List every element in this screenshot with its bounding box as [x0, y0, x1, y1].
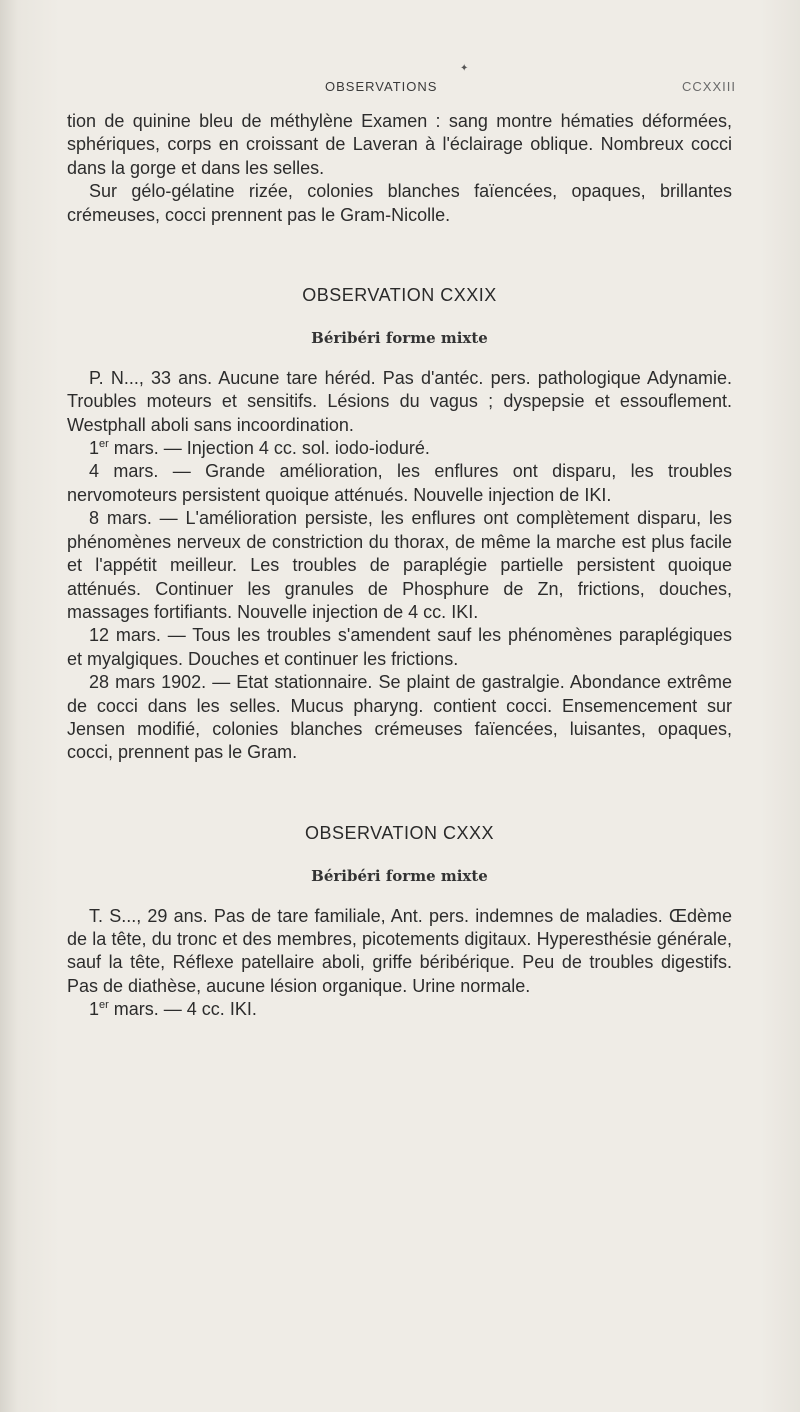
observation-title: OBSERVATION CXXIX [302, 285, 497, 306]
intro-paragraph: tion de quinine bleu de méthylène Examen : sang montre hématies déformées, sphériques, corps en croissant de Laveran à l'éclairage oblique. Nombreux cocci dans la gorge et dans les selles. [67, 111, 732, 178]
observation-paragraph: 4 mars. — Grande amélioration, les enflures ont disparu, les troubles nervomoteurs persistent quoique atténués. Nouvelle injection de IKI. [67, 461, 732, 505]
entry-text: mars. — 4 cc. IKI. [108, 999, 257, 1020]
observation-paragraph: 12 mars. — Tous les troubles s'amendent sauf les phénomènes paraplégiques et myalgiques. Douches et continuer les frictions. [67, 625, 732, 669]
date-lead: 1 [89, 999, 100, 1020]
date-lead: 1 [89, 438, 100, 459]
observation-paragraph: T. S..., 29 ans. Pas de tare familiale, Ant. pers. indemnes de maladies. Œdème de la tête, du tronc et des membres, picotements digitaux. Hyperesthésie générale, sauf la tête, Réflexe patellaire aboli, griffe béribérique. Peu de troubles digestifs. Pas de diathèse, aucune lésion organique. Urine normale. [67, 905, 732, 996]
observation-paragraph: 28 mars 1902. — Etat stationnaire. Se plaint de gastralgie. Abondance extrême de cocci dans les selles. Mucus pharyng. contient cocci. Ensemencement sur Jensen modifié, colonies blanches crémeuses faïencées, luisantes, opaques, cocci, prennent pas le Gram. [67, 672, 732, 763]
intro-paragraph: Sur gélo-gélatine rizée, colonies blanches faïencées, opaques, brillantes crémeuses, cocci prennent pas le Gram-Nicolle. [67, 181, 732, 225]
observation-title: OBSERVATION CXXX [304, 822, 495, 843]
date-superscript: er [99, 438, 109, 451]
observation-paragraph [67, 998, 732, 1021]
observation-subtitle: Béribéri forme mixte [311, 329, 488, 348]
page-number: CCXXIII [682, 79, 736, 94]
date-superscript: er [99, 999, 109, 1012]
running-title: OBSERVATIONS [325, 79, 438, 94]
observation-subtitle: Béribéri forme mixte [311, 867, 488, 886]
running-header [0, 75, 800, 99]
observation-paragraph [67, 437, 732, 460]
margin-mark: ✦ [460, 63, 469, 74]
body-text [67, 110, 732, 1022]
entry-text: mars. — Injection 4 cc. sol. iodo-ioduré. [108, 438, 430, 459]
observation-paragraph: P. N..., 33 ans. Aucune tare héréd. Pas d'antéc. pers. pathologique Adynamie. Troubles moteurs et sensitifs. Lésions du vagus ; dyspepsie et essouflement. Westphall aboli sans incoordination. [67, 367, 732, 435]
observation-paragraph: 8 mars. — L'amélioration persiste, les enflures ont complètement disparu, les phénomènes nerveux de constriction du thorax, de même la marche est plus facile et l'appétit meilleur. Les troubles de paraplégie partielle persistent quoique atténués. Continuer les granules de Phosphure de Zn, frictions, douches, massages fortifiants. Nouvelle injection de 4 cc. IKI. [67, 508, 732, 622]
